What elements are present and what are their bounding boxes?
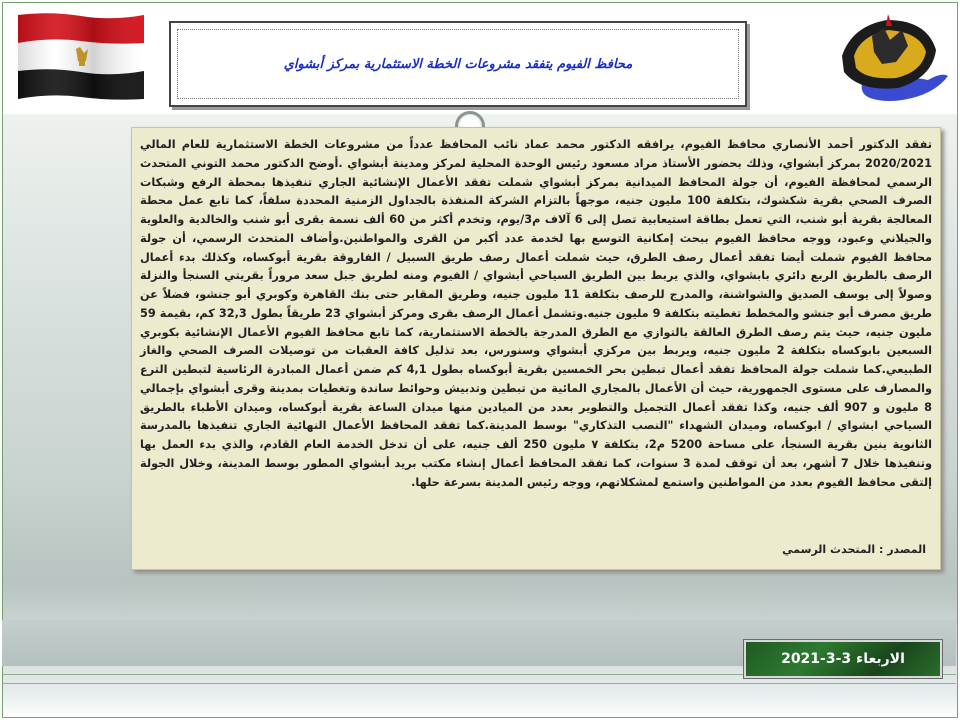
title-inner-frame <box>177 29 739 99</box>
article-box <box>131 127 941 570</box>
governorate-logo-icon <box>832 6 950 106</box>
date-label: الاربعاء 3-3-2021 <box>781 651 905 667</box>
title-box <box>169 21 747 107</box>
date-badge <box>744 640 942 678</box>
article-source: المصدر : المتحدث الرسمي <box>782 543 926 556</box>
article-body: تفقد الدكتور أحمد الأنصاري محافظ الفيوم، يرافقه الدكتور محمد عماد نائب المحافظ عدداً من مشروعات الخطة الاستثمارية للعام المالي 2020/2021 بمركز أبشواي، وذلك بحضور الأستاذ مراد مسعود رئيس الوحدة المحلية لمركز ومدينة أبشواي .أوضح الدكتور محمد التوني المتحدث الرسمي لمحافظة الفيوم، أن جولة المحافظ الميدانية بمركز أبشواي شملت تفقد الأعمال الإنشائية الجاري تنفيذها بمحطة الرفع وشبكات الصرف الصحي بقرية شكشوك، بتكلفة 100 مليون جنيه، موجهاً بالتزام الشركة المنفذة بالجداول الزمنية المحددة سلفاً، كما تابع عمل محطة المعالجة بقرية أبو شنب، التي تعمل بطاقة استيعابية تصل إلى 6 آلاف م3/يوم، وتخدم أكثر من 60 ألف نسمة بقرى أبو شنب والخالدية والعلوية والجيلاني وعبود، ووجه محافظ الفيوم ببحث إمكانية التوسع بها لخدمة عدد أكبر من القرى والمواطنين.وأضاف المتحدث الرسمي، أن جولة محافظ الفيوم شملت أيضا تفقد أعمال رصف الطرق، حيث شملت أعمال رصف طريق السبيل / الفاروقة بقرية أبوكساه، وكذلك بدء أعمال الرصف بالطريق الربع دائري بابشواي، والذي يربط بين الطريق السياحي أبشواي / الفيوم ومنه لطريق جبل سعد مروراً بقريتي السنجأ والنزلة وصولاً إلى يوسف الصديق والشواشنة، والمدرج للرصف بتكلفة 11 مليون جنيه، وطريق المقابر حتى بنك القاهرة وكوبري أبو جنشو، فضلاً عن طريق مصرف أبو جنشو والمخطط تغطيته بتكلفة 9 مليون جنيه.وتشمل أعمال الرصف بقرى ومركز أبشواي 23 طريقاً بطول 32,3 كم، بقيمة 59 مليون جنيه، حيث يتم رصف الطرق العالقة بالتوازي مع الطرق المدرجة بالخطة الاستثمارية، كما تابع محافظ الفيوم الأعمال الإنشائية بكوبري السبعين بابوكساه بتكلفة 2 مليون جنيه، ويربط بين مركزي أبشواي وسنورس، بعد تذليل كافة العقبات من توصيلات الصرف الصحي والغاز الطبيعي.كما شملت جولة المحافظ تفقد أعمال تبطين بحر الخمسين بقرية أبوكساه بطول 4,1 كم ضمن أعمال المبادرة الرئاسية لتبطين الترع والمصارف على مستوى الجمهورية، حيث أن الأعمال بالمجاري المائية من تبطين وتدبيش وحوائط ساندة وتغطيات بمدينة وقرى أبشواي بإجمالي 8 مليون و 907 ألف جنيه، وكذا تفقد أعمال التجميل والتطوير بعدد من الميادين منها ميدان الساعة بقرية أبوكساه، وميدان الأطباء بالطريق السياحي ابشواي / ابوكساه، وميدان الشهداء "النصب التذكاري" بوسط المدينة.كما تفقد المحافظ الأعمال النهائية الجاري تنفيذها بالمدرسة الثانوية بنين بقرية السنجأ، على مساحة 5200 م2، بتكلفة ٧ مليون 250 ألف جنيه، على أن تدخل الخدمة العام القادم، والذي بدء العمل بها وتنفيذها خلال 7 أشهر، بعد أن توقف لمدة 3 سنوات، كما تفقد المحافظ أعمال إنشاء مكتب بريد أبشواي المطور بوسط المدينة، وخلال الجولة إلتقى محافظ الفيوم بعدد من المواطنين واستمع لمشكلاتهم، ووجه رئيس المدينة بسرعة حلها. <box>140 138 933 489</box>
page-title: محافظ الفيوم يتفقد مشروعات الخطة الاستثمارية بمركز أبشواي <box>283 56 633 72</box>
egypt-flag-icon <box>16 11 146 101</box>
